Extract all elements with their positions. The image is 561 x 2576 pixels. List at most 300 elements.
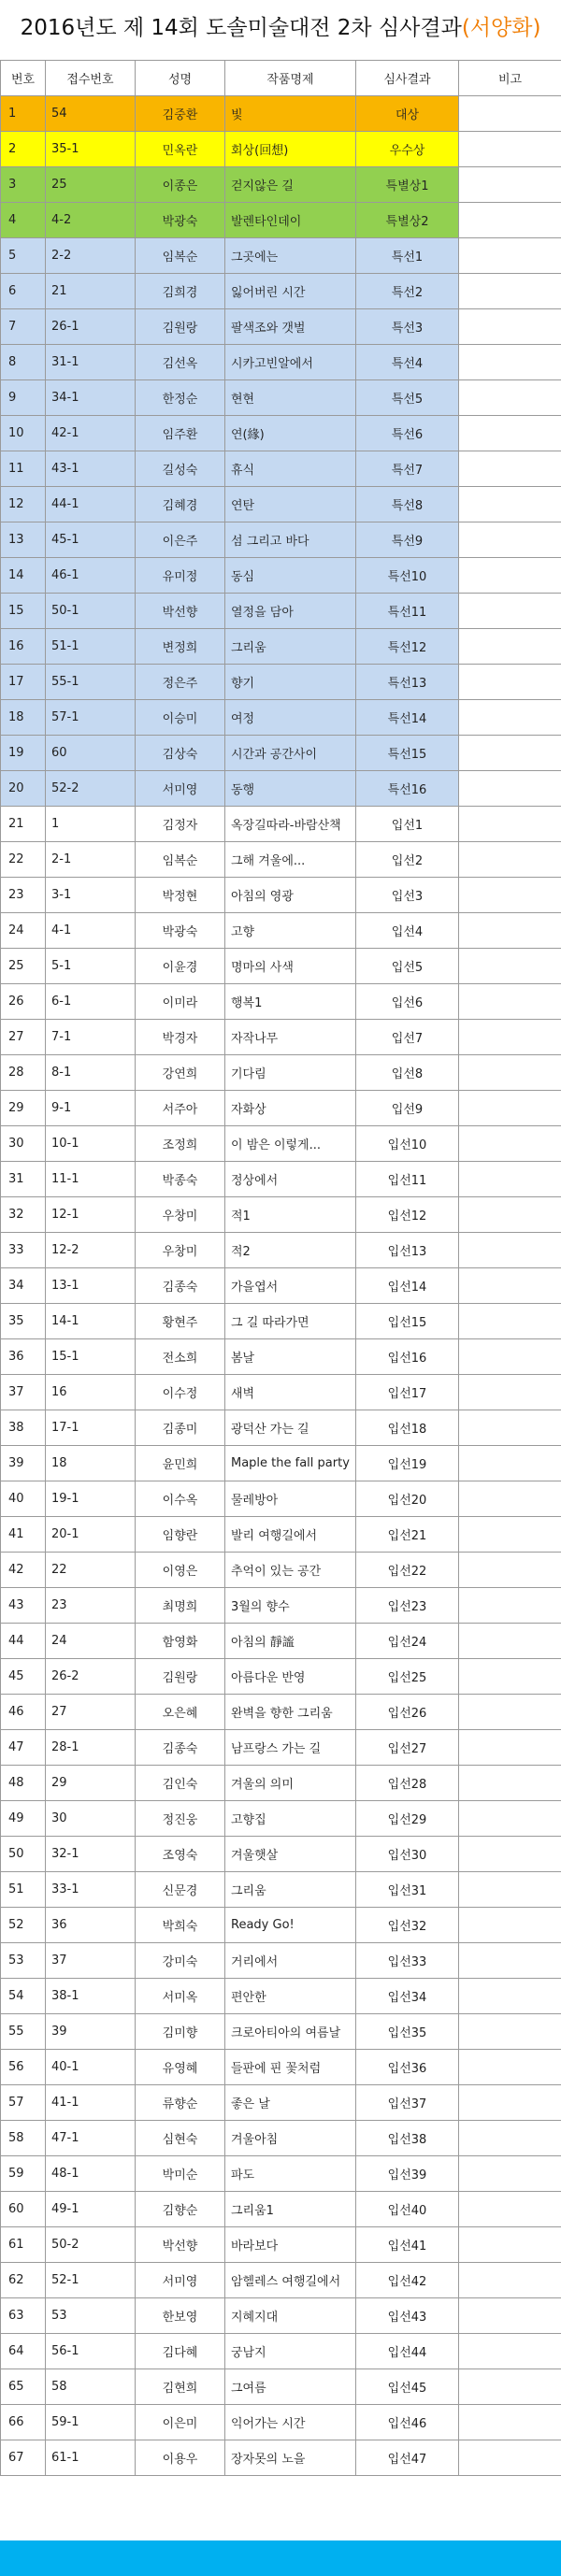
artist-name: 조영숙: [136, 1837, 225, 1872]
table-row: [1, 1375, 561, 1410]
artwork-title: 열정을 담아: [225, 594, 356, 629]
receipt-number: 25: [46, 167, 136, 203]
remarks: [459, 1233, 561, 1268]
artist-name: 박미순: [136, 2156, 225, 2192]
table-row: [1, 132, 561, 167]
table-row: [1, 665, 561, 700]
artist-name: 이미라: [136, 984, 225, 1020]
table-row: [1, 1233, 561, 1268]
receipt-number: 48-1: [46, 2156, 136, 2192]
remarks: [459, 1695, 561, 1730]
title-category: (서양화): [461, 16, 541, 40]
artwork-title: 아침의 영광: [225, 878, 356, 913]
row-number: 18: [1, 700, 46, 736]
artwork-title: Maple the fall party: [225, 1446, 356, 1481]
receipt-number: 3-1: [46, 878, 136, 913]
artwork-title: 그 길 따라가면: [225, 1304, 356, 1339]
artist-name: 이윤경: [136, 949, 225, 984]
artist-name: 이승미: [136, 700, 225, 736]
receipt-number: 27: [46, 1695, 136, 1730]
artwork-title: 겨울의 의미: [225, 1766, 356, 1801]
result: 입선19: [356, 1446, 459, 1481]
remarks: [459, 1553, 561, 1588]
receipt-number: 59-1: [46, 2405, 136, 2440]
result: 입선14: [356, 1268, 459, 1304]
artwork-title: 동행: [225, 771, 356, 807]
table-row: [1, 984, 561, 1020]
artwork-title: 겨울햇살: [225, 1837, 356, 1872]
row-number: 54: [1, 1979, 46, 2014]
remarks: [459, 1126, 561, 1162]
row-number: 3: [1, 167, 46, 203]
receipt-number: 49-1: [46, 2192, 136, 2227]
row-number: 1: [1, 96, 46, 132]
row-number: 9: [1, 380, 46, 416]
artist-name: 윤민희: [136, 1446, 225, 1481]
artwork-title: 익어가는 시간: [225, 2405, 356, 2440]
remarks: [459, 2440, 561, 2476]
receipt-number: 42-1: [46, 416, 136, 451]
remarks: [459, 2050, 561, 2085]
row-number: 57: [1, 2085, 46, 2121]
artist-name: 전소희: [136, 1339, 225, 1375]
remarks: [459, 2192, 561, 2227]
row-number: 55: [1, 2014, 46, 2050]
artwork-title: 들판에 핀 꽃처럼: [225, 2050, 356, 2085]
receipt-number: 36: [46, 1908, 136, 1943]
row-number: 40: [1, 1481, 46, 1517]
remarks: [459, 2085, 561, 2121]
header-name: 성명: [136, 61, 225, 96]
artist-name: 이영은: [136, 1553, 225, 1588]
row-number: 6: [1, 274, 46, 309]
remarks: [459, 1979, 561, 2014]
artist-name: 김희경: [136, 274, 225, 309]
receipt-number: 52-2: [46, 771, 136, 807]
footer-bar: [0, 2540, 561, 2576]
artwork-title: 거리에서: [225, 1943, 356, 1979]
receipt-number: 20-1: [46, 1517, 136, 1553]
artist-name: 정진웅: [136, 1801, 225, 1837]
artwork-title: 그리움1: [225, 2192, 356, 2227]
receipt-number: 61-1: [46, 2440, 136, 2476]
artwork-title: 편안한: [225, 1979, 356, 2014]
remarks: [459, 1481, 561, 1517]
receipt-number: 19-1: [46, 1481, 136, 1517]
artist-name: 서미영: [136, 771, 225, 807]
result: 입선46: [356, 2405, 459, 2440]
result: 입선8: [356, 1055, 459, 1091]
artist-name: 정은주: [136, 665, 225, 700]
table-row: [1, 842, 561, 878]
receipt-number: 54: [46, 96, 136, 132]
result: 특선13: [356, 665, 459, 700]
table-row: [1, 380, 561, 416]
remarks: [459, 345, 561, 380]
artwork-title: Ready Go!: [225, 1908, 356, 1943]
row-number: 34: [1, 1268, 46, 1304]
receipt-number: 50-2: [46, 2227, 136, 2263]
row-number: 27: [1, 1020, 46, 1055]
remarks: [459, 96, 561, 132]
artwork-title: 아름다운 반영: [225, 1659, 356, 1695]
row-number: 10: [1, 416, 46, 451]
remarks: [459, 984, 561, 1020]
row-number: 21: [1, 807, 46, 842]
row-number: 14: [1, 558, 46, 594]
artwork-title: 섬 그리고 바다: [225, 522, 356, 558]
remarks: [459, 2014, 561, 2050]
row-number: 51: [1, 1872, 46, 1908]
row-number: 5: [1, 238, 46, 274]
result: 입선18: [356, 1410, 459, 1446]
row-number: 37: [1, 1375, 46, 1410]
remarks: [459, 2227, 561, 2263]
row-number: 20: [1, 771, 46, 807]
receipt-number: 18: [46, 1446, 136, 1481]
result: 대상: [356, 96, 459, 132]
result: 입선45: [356, 2369, 459, 2405]
artist-name: 박광숙: [136, 203, 225, 238]
remarks: [459, 451, 561, 487]
artist-name: 김종숙: [136, 1268, 225, 1304]
result: 특선9: [356, 522, 459, 558]
receipt-number: 57-1: [46, 700, 136, 736]
table-row: [1, 1730, 561, 1766]
artist-name: 박선향: [136, 2227, 225, 2263]
table-row: [1, 2156, 561, 2192]
row-number: 35: [1, 1304, 46, 1339]
artist-name: 이수옥: [136, 1481, 225, 1517]
receipt-number: 5-1: [46, 949, 136, 984]
row-number: 61: [1, 2227, 46, 2263]
table-row: [1, 274, 561, 309]
artist-name: 박경자: [136, 1020, 225, 1055]
artist-name: 강미숙: [136, 1943, 225, 1979]
remarks: [459, 132, 561, 167]
artwork-title: 기다림: [225, 1055, 356, 1091]
table-row: [1, 2405, 561, 2440]
remarks: [459, 1375, 561, 1410]
result: 입선24: [356, 1624, 459, 1659]
table-row: [1, 1801, 561, 1837]
artwork-title: 행복1: [225, 984, 356, 1020]
table-row: [1, 1197, 561, 1233]
row-number: 33: [1, 1233, 46, 1268]
table-row: [1, 913, 561, 949]
table-row: [1, 1055, 561, 1091]
result: 입선15: [356, 1304, 459, 1339]
remarks: [459, 487, 561, 522]
artist-name: 한정순: [136, 380, 225, 416]
artist-name: 이은주: [136, 522, 225, 558]
table-row: [1, 629, 561, 665]
table-row: [1, 1020, 561, 1055]
table-row: [1, 949, 561, 984]
artwork-title: 광덕산 가는 길: [225, 1410, 356, 1446]
table-row: [1, 878, 561, 913]
artwork-title: 장자못의 노을: [225, 2440, 356, 2476]
row-number: 44: [1, 1624, 46, 1659]
row-number: 59: [1, 2156, 46, 2192]
table-row: [1, 594, 561, 629]
remarks: [459, 1091, 561, 1126]
receipt-number: 37: [46, 1943, 136, 1979]
receipt-number: 26-1: [46, 309, 136, 345]
table-row: [1, 416, 561, 451]
receipt-number: 46-1: [46, 558, 136, 594]
table-row: [1, 167, 561, 203]
artist-name: 민옥란: [136, 132, 225, 167]
remarks: [459, 700, 561, 736]
result: 입선13: [356, 1233, 459, 1268]
table-row: [1, 2192, 561, 2227]
artwork-title: 명마의 사색: [225, 949, 356, 984]
remarks: [459, 1659, 561, 1695]
artist-name: 박종숙: [136, 1162, 225, 1197]
artist-name: 임향란: [136, 1517, 225, 1553]
row-number: 58: [1, 2121, 46, 2156]
header-result: 심사결과: [356, 61, 459, 96]
remarks: [459, 522, 561, 558]
row-number: 67: [1, 2440, 46, 2476]
receipt-number: 4-1: [46, 913, 136, 949]
receipt-number: 2-1: [46, 842, 136, 878]
row-number: 28: [1, 1055, 46, 1091]
receipt-number: 33-1: [46, 1872, 136, 1908]
result: 특선11: [356, 594, 459, 629]
row-number: 45: [1, 1659, 46, 1695]
table-row: [1, 771, 561, 807]
artist-name: 서주아: [136, 1091, 225, 1126]
remarks: [459, 949, 561, 984]
row-number: 53: [1, 1943, 46, 1979]
row-number: 52: [1, 1908, 46, 1943]
row-number: 48: [1, 1766, 46, 1801]
artist-name: 김중환: [136, 96, 225, 132]
table-row: [1, 487, 561, 522]
remarks: [459, 1517, 561, 1553]
results-table: [0, 60, 561, 2476]
table-row: [1, 2085, 561, 2121]
row-number: 23: [1, 878, 46, 913]
table-row: [1, 1126, 561, 1162]
artwork-title: 발렌타인데이: [225, 203, 356, 238]
receipt-number: 15-1: [46, 1339, 136, 1375]
artist-name: 김종미: [136, 1410, 225, 1446]
artwork-title: 옥장길따라-바람산책: [225, 807, 356, 842]
receipt-number: 12-2: [46, 1233, 136, 1268]
result: 입선21: [356, 1517, 459, 1553]
row-number: 50: [1, 1837, 46, 1872]
table-row: [1, 1872, 561, 1908]
result: 입선30: [356, 1837, 459, 1872]
artwork-title: 그해 겨울에...: [225, 842, 356, 878]
remarks: [459, 416, 561, 451]
result: 특선14: [356, 700, 459, 736]
artwork-title: 연탄: [225, 487, 356, 522]
receipt-number: 56-1: [46, 2334, 136, 2369]
remarks: [459, 771, 561, 807]
receipt-number: 47-1: [46, 2121, 136, 2156]
table-row: [1, 1553, 561, 1588]
table-row: [1, 1837, 561, 1872]
table-row: [1, 2298, 561, 2334]
receipt-number: 40-1: [46, 2050, 136, 2085]
artwork-title: 그리움: [225, 1872, 356, 1908]
remarks: [459, 167, 561, 203]
row-number: 46: [1, 1695, 46, 1730]
artist-name: 이은미: [136, 2405, 225, 2440]
remarks: [459, 1801, 561, 1837]
table-row: [1, 1481, 561, 1517]
remarks: [459, 1624, 561, 1659]
result: 입선32: [356, 1908, 459, 1943]
artwork-title: 새벽: [225, 1375, 356, 1410]
receipt-number: 58: [46, 2369, 136, 2405]
artwork-title: 잃어버린 시간: [225, 274, 356, 309]
artwork-title: 휴식: [225, 451, 356, 487]
artwork-title: 현현: [225, 380, 356, 416]
artwork-title: 좋은 날: [225, 2085, 356, 2121]
result: 입선29: [356, 1801, 459, 1837]
artwork-title: 걷지않은 길: [225, 167, 356, 203]
result: 입선10: [356, 1126, 459, 1162]
artist-name: 김혜경: [136, 487, 225, 522]
remarks: [459, 913, 561, 949]
result: 입선20: [356, 1481, 459, 1517]
remarks: [459, 1197, 561, 1233]
artwork-title: 자화상: [225, 1091, 356, 1126]
remarks: [459, 2263, 561, 2298]
artwork-title: 향기: [225, 665, 356, 700]
result: 우수상: [356, 132, 459, 167]
result: 특선2: [356, 274, 459, 309]
header-receipt-number: 접수번호: [46, 61, 136, 96]
artwork-title: 암헬레스 여행길에서: [225, 2263, 356, 2298]
row-number: 42: [1, 1553, 46, 1588]
receipt-number: 26-2: [46, 1659, 136, 1695]
artwork-title: 발리 여행길에서: [225, 1517, 356, 1553]
remarks: [459, 1943, 561, 1979]
remarks: [459, 1837, 561, 1872]
result: 특선12: [356, 629, 459, 665]
result: 입선1: [356, 807, 459, 842]
artist-name: 김미향: [136, 2014, 225, 2050]
result: 입선6: [356, 984, 459, 1020]
result: 입선5: [356, 949, 459, 984]
remarks: [459, 558, 561, 594]
result: 특선10: [356, 558, 459, 594]
table-row: [1, 2263, 561, 2298]
table-row: [1, 2369, 561, 2405]
remarks: [459, 842, 561, 878]
result: 특선4: [356, 345, 459, 380]
artwork-title: 궁남지: [225, 2334, 356, 2369]
header-remarks: 비고: [459, 61, 561, 96]
remarks: [459, 629, 561, 665]
result: 입선33: [356, 1943, 459, 1979]
row-number: 36: [1, 1339, 46, 1375]
remarks: [459, 1162, 561, 1197]
remarks: [459, 2405, 561, 2440]
remarks: [459, 1304, 561, 1339]
artwork-title: 지혜지대: [225, 2298, 356, 2334]
receipt-number: 60: [46, 736, 136, 771]
row-number: 66: [1, 2405, 46, 2440]
table-row: [1, 1695, 561, 1730]
artist-name: 유미정: [136, 558, 225, 594]
result: 입선26: [356, 1695, 459, 1730]
result: 입선9: [356, 1091, 459, 1126]
receipt-number: 31-1: [46, 345, 136, 380]
artist-name: 김종숙: [136, 1730, 225, 1766]
remarks: [459, 1872, 561, 1908]
artist-name: 길성숙: [136, 451, 225, 487]
result: 입선34: [356, 1979, 459, 2014]
table-row: [1, 1268, 561, 1304]
row-number: 15: [1, 594, 46, 629]
artwork-title: 빛: [225, 96, 356, 132]
artist-name: 서미옥: [136, 1979, 225, 2014]
row-number: 31: [1, 1162, 46, 1197]
result: 입선41: [356, 2227, 459, 2263]
receipt-number: 12-1: [46, 1197, 136, 1233]
remarks: [459, 807, 561, 842]
artist-name: 이용우: [136, 2440, 225, 2476]
artwork-title: 파도: [225, 2156, 356, 2192]
table-row: [1, 1979, 561, 2014]
receipt-number: 45-1: [46, 522, 136, 558]
receipt-number: 44-1: [46, 487, 136, 522]
remarks: [459, 1766, 561, 1801]
artist-name: 이종은: [136, 167, 225, 203]
receipt-number: 34-1: [46, 380, 136, 416]
artist-name: 김원랑: [136, 1659, 225, 1695]
remarks: [459, 1730, 561, 1766]
row-number: 29: [1, 1091, 46, 1126]
row-number: 30: [1, 1126, 46, 1162]
receipt-number: 51-1: [46, 629, 136, 665]
receipt-number: 24: [46, 1624, 136, 1659]
row-number: 17: [1, 665, 46, 700]
receipt-number: 4-2: [46, 203, 136, 238]
table-row: [1, 736, 561, 771]
result: 입선47: [356, 2440, 459, 2476]
artwork-title: 여정: [225, 700, 356, 736]
remarks: [459, 380, 561, 416]
result: 입선2: [356, 842, 459, 878]
receipt-number: 13-1: [46, 1268, 136, 1304]
artist-name: 한보영: [136, 2298, 225, 2334]
receipt-number: 8-1: [46, 1055, 136, 1091]
result: 특선6: [356, 416, 459, 451]
artwork-title: 바라보다: [225, 2227, 356, 2263]
artwork-title: 크로아티아의 여름날: [225, 2014, 356, 2050]
remarks: [459, 736, 561, 771]
artist-name: 강연희: [136, 1055, 225, 1091]
receipt-number: 53: [46, 2298, 136, 2334]
row-number: 16: [1, 629, 46, 665]
artist-name: 김상숙: [136, 736, 225, 771]
row-number: 41: [1, 1517, 46, 1553]
artist-name: 김향순: [136, 2192, 225, 2227]
artist-name: 임주환: [136, 416, 225, 451]
table-row: [1, 2014, 561, 2050]
result: 특선5: [356, 380, 459, 416]
remarks: [459, 1268, 561, 1304]
receipt-number: 30: [46, 1801, 136, 1837]
